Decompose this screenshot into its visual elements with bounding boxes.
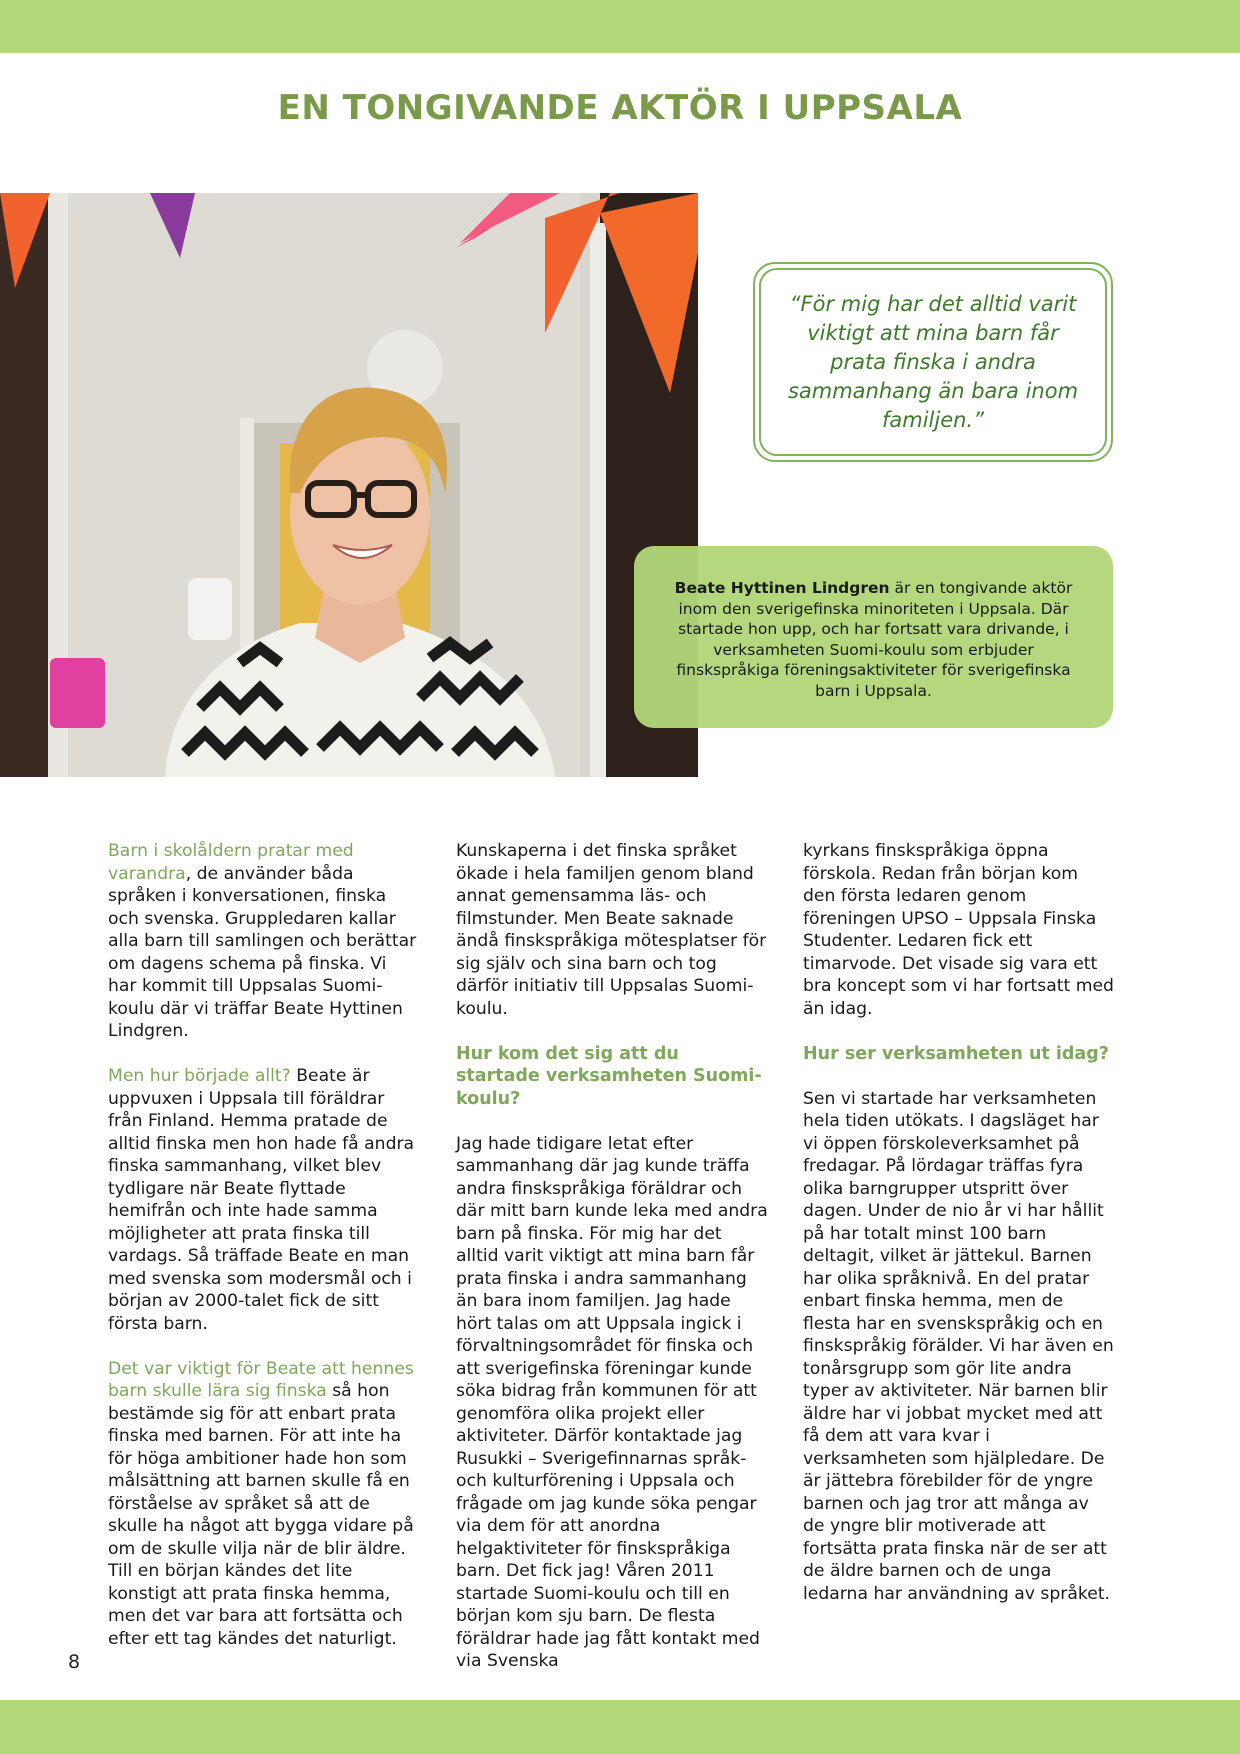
bottom-color-band: [0, 1700, 1240, 1754]
paragraph: kyrkans finskspråkiga öppna förskola. Redan från början kom den första ledaren genom föreningen UPSO – Uppsala Finska Studenter. Ledaren fick ett timarvode. Det visade sig vara ett bra koncept som vi har fortsatt med än idag.: [803, 841, 1114, 1019]
article-column-3: [803, 840, 1115, 1628]
paragraph: Kunskaperna i det finska språket ökade i hela familjen genom bland annat gemensamma läs- och filmstunder. Men Beate saknade ändå finskspråkiga mötesplatser för sig själv och sina barn och tog därför initiativ till Uppsalas Suomi-koulu.: [456, 841, 767, 1019]
paragraph-text: så hon bestämde sig för att enbart prata finska med barnen. För att inte ha för höga ambitioner hade hon som målsättning att barnen skulle få en förståelse av språket så att de skulle ha något att bygga vidare på om de skulle vilja när de blir äldre. Till en början kändes det lite konstigt att prata finska hemma, men det var bara att fortsätta och efter ett tag kändes det naturligt.: [108, 1381, 414, 1649]
top-color-band: [0, 0, 1240, 53]
pull-quote: “För mig har det alltid varit viktigt att mina barn får prata finska i andra sammanhang än bara inom familjen.”: [787, 291, 1079, 432]
paragraph-text: , de använder båda språken i konversationen, finska och svenska. Gruppledaren kallar alla barn till samlingen och berättar om dagens schema på finska. Vi har kommit till Uppsalas Suomi-koulu där vi träffar Beate Hyttinen Lindgren.: [108, 863, 417, 1041]
paragraph: Sen vi startade har verksamheten hela tiden utökats. I dagsläget har vi öppen förskoleverksamhet på fredagar. På lördagar träffas fyra olika barngrupper utspritt över dagen. Under de nio år vi har hållit på har totalt minst 100 barn deltagit, vilket är jättekul. Barnen har olika språknivå. En del pratar enbart finska hemma, men de flesta har en svenskspråkig och en finskspråkig förälder. Vi har även en tonårsgrupp som gör lite andra typer av aktiviteter. När barnen blir äldre har vi jobbat mycket med att få dem att vara kvar i verksamheten som hjälpledare. De är jättebra förebilder för de yngre barnen och jag tror att många av de yngre blir motiverade att fortsätta prata finska när de ser att de äldre barnen och de unga ledarna har användning av språket.: [803, 1088, 1114, 1604]
quote-box: [753, 262, 1113, 462]
intro-text: är en tongivande aktör inom den sverigefinska minoriteten i Uppsala. Där startade hon upp, och har fortsatt vara drivande, i verksamheten Suomi-koulu som erbjuder finskspråkiga föreningsaktiviteter för sverigefinska barn i Uppsala.: [676, 579, 1073, 700]
paragraph-lead: Barn i skolåldern pratar med varandra: [108, 841, 354, 884]
intro-name: Beate Hyttinen Lindgren: [674, 579, 890, 597]
paragraph: [108, 840, 420, 1043]
intro-box: [634, 546, 1113, 728]
quote-box-inner: [759, 268, 1107, 456]
page-title: EN TONGIVANDE AKTÖR I UPPSALA: [277, 88, 963, 128]
interview-question: Hur kom det sig att du startade verksamheten Suomi-koulu?: [456, 1043, 762, 1109]
paragraph-lead: Men hur började allt?: [108, 1066, 291, 1086]
page-number: 8: [68, 1651, 81, 1673]
paragraph: Jag hade tidigare letat efter sammanhang där jag kunde träffa andra finskspråkiga föräldrar och där mitt barn kunde leka med andra barn på finska. För mig har det alltid varit viktigt att mina barn får prata finska i andra sammanhang än bara inom familjen. Jag hade hört talas om att Uppsala ingick i förvaltningsområdet för finska och att sverigefinska föreningar kunde söka bidrag från kommunen för att genomföra olika projekt eller aktiviteter. Därför kontaktade jag Rusukki – Sverigefinnarnas språk- och kulturförening i Uppsala och frågade om jag kunde söka pengar via dem för att anordna helgaktiviteter för finskspråkiga barn. Det fick jag! Våren 2011 startade Suomi-koulu och till en början kom sju barn. De flesta föräldrar hade jag fått kontakt med via Svenska: [456, 1133, 768, 1671]
interview-question: Hur ser verksamheten ut idag?: [803, 1043, 1109, 1064]
paragraph: [108, 1065, 420, 1335]
paragraph-text: Beate är uppvuxen i Uppsala till föräldrar från Finland. Hemma pratade de alltid finska men hon hade få andra finska sammanhang, vilket blev tydligare när Beate flyttade hemifrån och inte hade samma möjligheter att prata finska till vardags. Så träffade Beate en man med svenska som modersmål och i början av 2000-talet fick de sitt första barn.: [108, 1066, 415, 1334]
portrait-photo: [0, 193, 698, 777]
paragraph: [108, 1358, 420, 1651]
paragraph-lead: Det var viktigt för Beate att hennes barn skulle lära sig finska: [108, 1358, 414, 1401]
article-column-2: [456, 840, 768, 1695]
article-column-1: [108, 840, 420, 1673]
